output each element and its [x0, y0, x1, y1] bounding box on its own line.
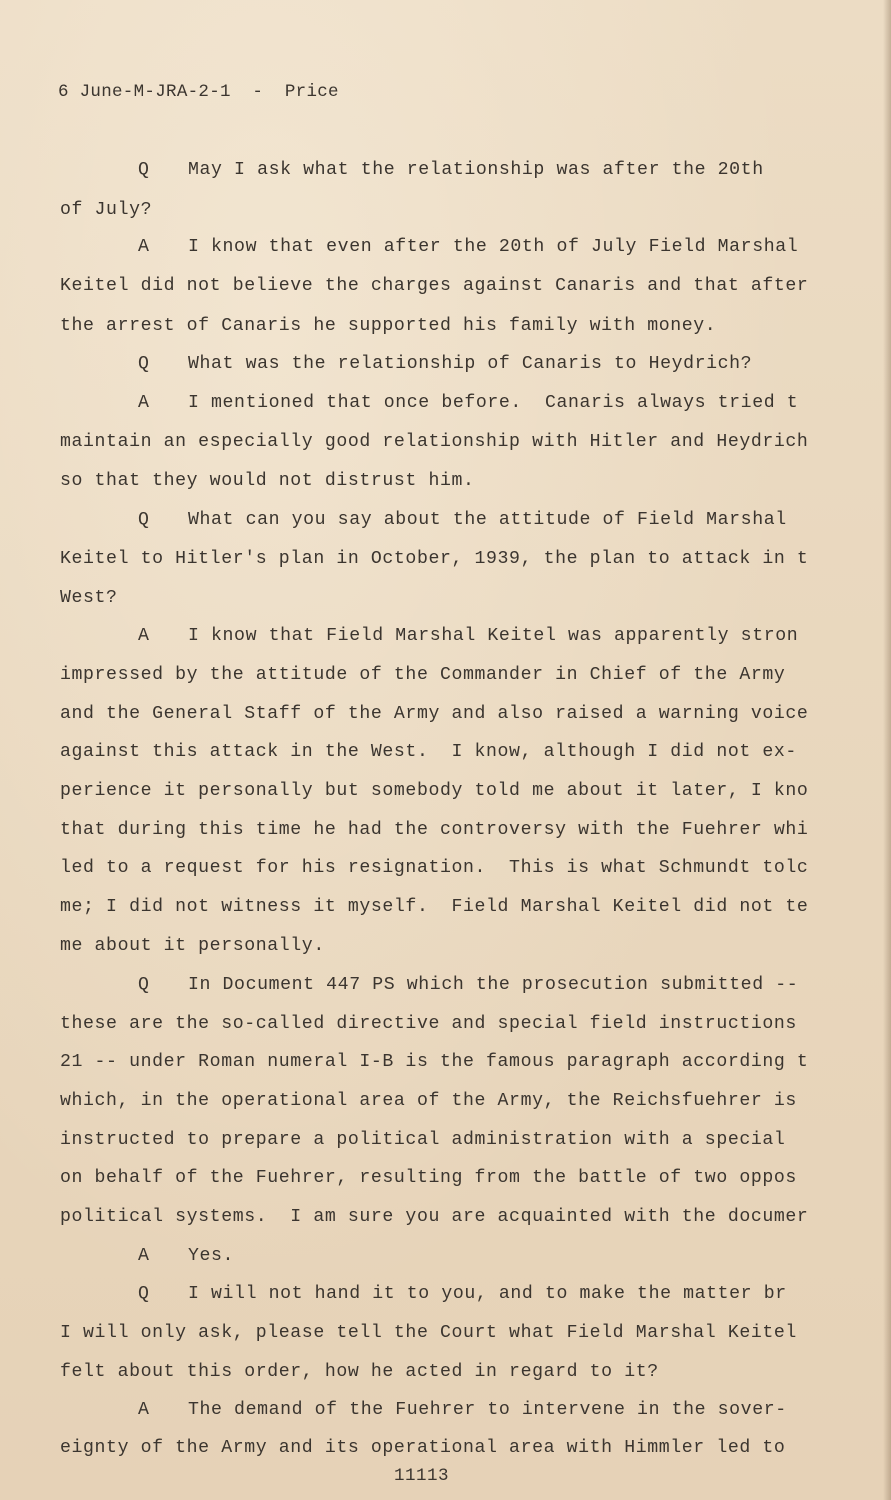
page-number: 11113 [394, 1466, 450, 1486]
line-text: the arrest of Canaris he supported his family with money. [60, 316, 717, 336]
line-text: In Document 447 PS which the prosecution submitted -- [188, 975, 799, 995]
line-text: me; I did not witness it myself. Field Marshal Keitel did not te [60, 897, 809, 917]
page-edge-shadow [883, 0, 891, 1500]
transcript-line [60, 663, 785, 687]
transcript-line [60, 1050, 808, 1074]
line-text: The demand of the Fuehrer to intervene in the sover- [188, 1400, 787, 1420]
line-text: which, in the operational area of the Army, the Reichsfuehrer is [60, 1091, 797, 1111]
line-text: on behalf of the Fuehrer, resulting from the battle of two oppos [60, 1168, 797, 1188]
transcript-line [60, 779, 808, 803]
line-text: of July? [60, 200, 153, 220]
line-text: May I ask what the relationship was after the 20th [188, 160, 764, 180]
speaker-mark: A [138, 237, 150, 257]
line-text: and the General Staff of the Army and also raised a warning voice [60, 704, 809, 724]
line-text: these are the so-called directive and special field instructions [60, 1014, 797, 1034]
transcript-line [60, 1012, 797, 1036]
transcript-line [60, 198, 152, 222]
line-text: What can you say about the attitude of Field Marshal [188, 510, 787, 530]
line-text: led to a request for his resignation. This is what Schmundt tolc [60, 858, 809, 878]
line-text: felt about this order, how he acted in regard to it? [60, 1362, 659, 1382]
speaker-mark: Q [138, 1284, 150, 1304]
transcript-line [60, 314, 716, 338]
speaker-mark: Q [138, 975, 150, 995]
transcript-line [60, 740, 797, 764]
line-text: I mentioned that once before. Canaris always tried t [188, 393, 799, 413]
transcript-line [60, 1128, 785, 1152]
line-text: political systems. I am sure you are acquainted with the documer [60, 1207, 809, 1227]
line-text: I will not hand it to you, and to make the matter br [188, 1284, 787, 1304]
line-text: me about it personally. [60, 936, 325, 956]
transcript-line [138, 1244, 234, 1268]
transcript-line [60, 702, 808, 726]
line-text: maintain an especially good relationship with Hitler and Heydrich [60, 432, 809, 452]
speaker-mark: A [138, 1400, 150, 1420]
line-text: West? [60, 588, 118, 608]
page-header: 6 June-M-JRA-2-1 - Price [58, 82, 339, 102]
speaker-mark: Q [138, 510, 150, 530]
line-text: I know that Field Marshal Keitel was apparently stron [188, 626, 799, 646]
line-text: I will only ask, please tell the Court what Field Marshal Keitel [60, 1323, 797, 1343]
transcript-line [60, 274, 808, 298]
transcript-line [60, 1321, 797, 1345]
transcript-line [138, 158, 764, 182]
line-text: perience it personally but somebody told me about it later, I kno [60, 781, 809, 801]
transcript-line [60, 469, 475, 493]
transcript-line [60, 430, 808, 454]
line-text: 21 -- under Roman numeral I-B is the famous paragraph according t [60, 1052, 809, 1072]
transcript-line [138, 235, 798, 259]
speaker-mark: A [138, 626, 150, 646]
line-text: instructed to prepare a political administration with a special [60, 1130, 786, 1150]
transcript-line [138, 973, 798, 997]
line-text: impressed by the attitude of the Commander in Chief of the Army [60, 665, 786, 685]
transcript-line [60, 1436, 785, 1460]
transcript-line [138, 352, 752, 376]
line-text: Yes. [188, 1246, 235, 1266]
line-text: What was the relationship of Canaris to Heydrich? [188, 354, 753, 374]
transcript-line [60, 818, 808, 842]
transcript-line [60, 895, 808, 919]
transcript-line [138, 1398, 787, 1422]
transcript-line [60, 1166, 797, 1190]
line-text: eignty of the Army and its operational area with Himmler led to [60, 1438, 786, 1458]
speaker-mark: A [138, 393, 150, 413]
line-text: Keitel to Hitler's plan in October, 1939, the plan to attack in t [60, 549, 809, 569]
transcript-line [60, 856, 808, 880]
transcript-line [138, 1282, 787, 1306]
line-text: so that they would not distrust him. [60, 471, 475, 491]
speaker-mark: A [138, 1246, 150, 1266]
transcript-line [60, 1205, 808, 1229]
transcript-line [138, 508, 787, 532]
transcript-line [138, 391, 798, 415]
transcript-line [60, 586, 118, 610]
transcript-line [60, 934, 325, 958]
line-text: Keitel did not believe the charges against Canaris and that after [60, 276, 809, 296]
line-text: against this attack in the West. I know, although I did not ex- [60, 742, 797, 762]
speaker-mark: Q [138, 160, 150, 180]
transcript-line [138, 624, 798, 648]
transcript-line [60, 1089, 797, 1113]
speaker-mark: Q [138, 354, 150, 374]
line-text: that during this time he had the controversy with the Fuehrer whi [60, 820, 809, 840]
transcript-line [60, 547, 808, 571]
line-text: I know that even after the 20th of July Field Marshal [188, 237, 799, 257]
transcript-line [60, 1360, 659, 1384]
